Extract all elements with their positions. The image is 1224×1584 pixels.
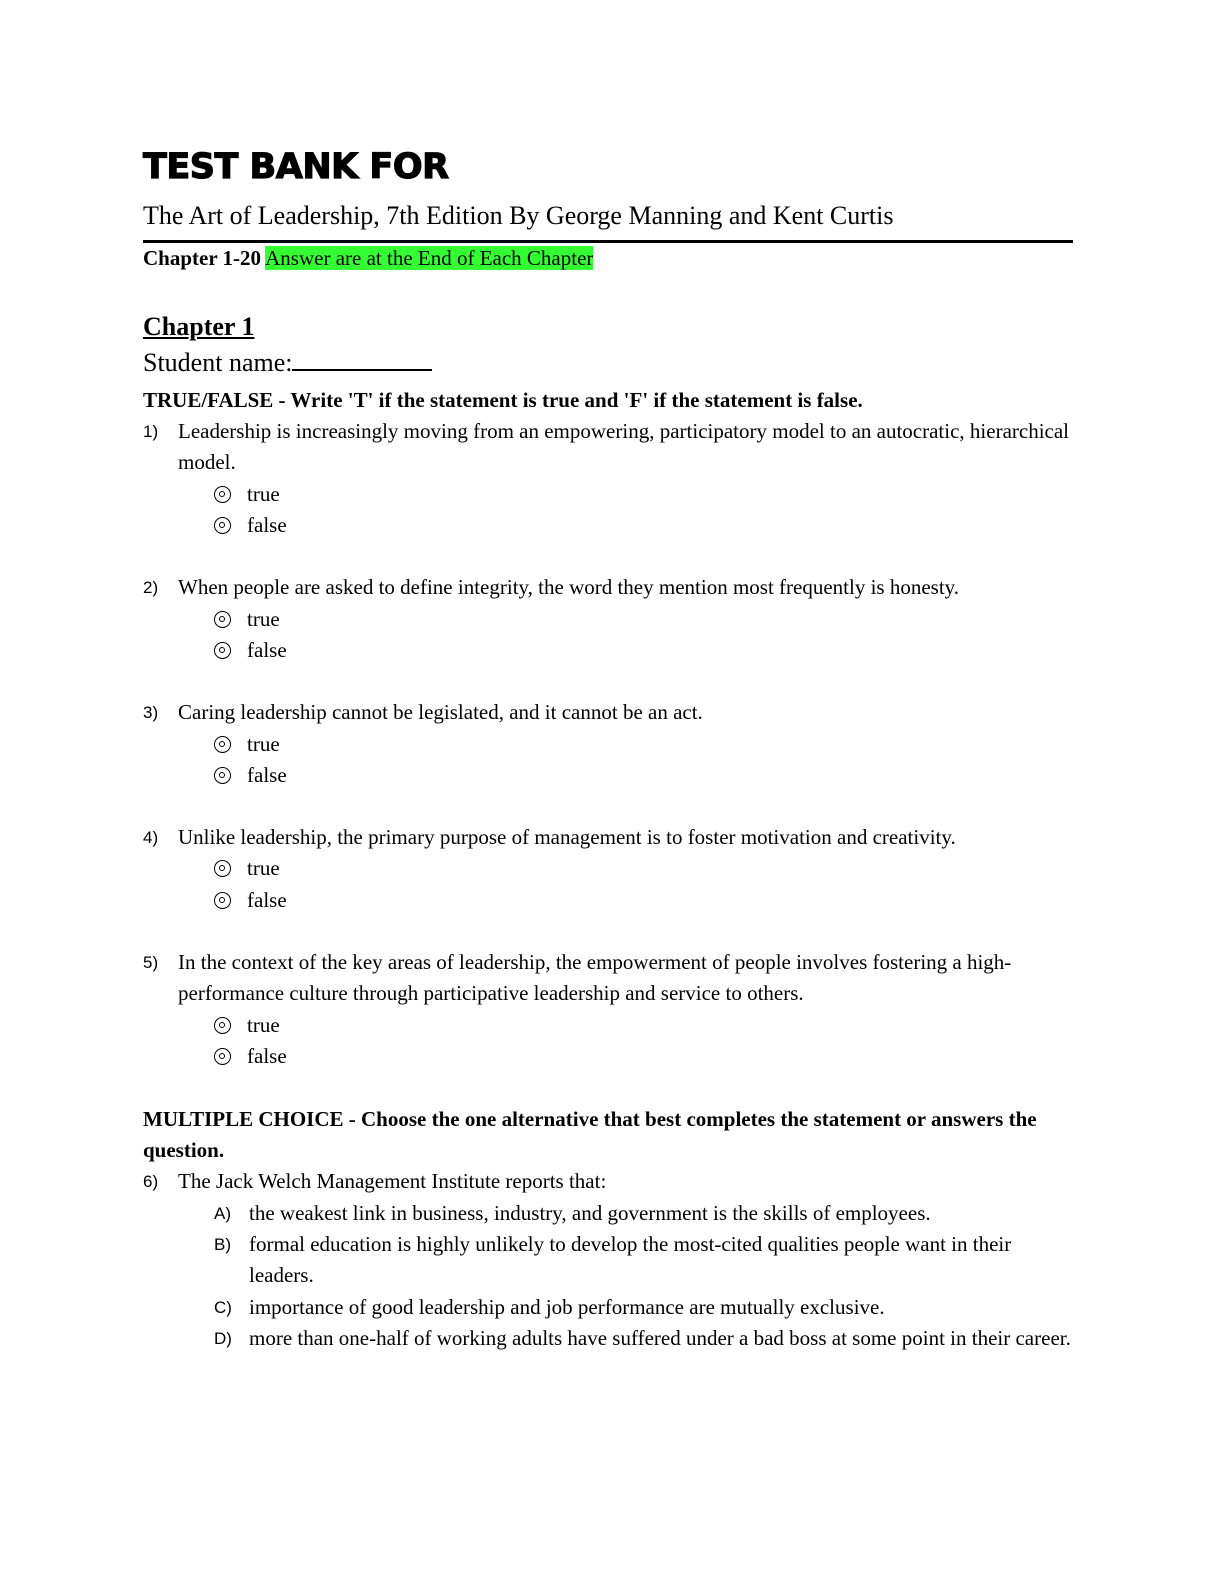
- choice-letter: D): [214, 1329, 232, 1348]
- multiple-choice-instruction: MULTIPLE CHOICE - Choose the one alternative that best completes the statement or answers the question.: [143, 1107, 1037, 1162]
- radio-icon[interactable]: [214, 611, 231, 628]
- choice-text: formal education is highly unlikely to develop the most-cited qualities people want in their leaders.: [249, 1232, 1012, 1287]
- question-number: 5): [143, 953, 159, 972]
- choice-text: the weakest link in business, industry, and government is the skills of employees.: [249, 1201, 931, 1225]
- question-5: [143, 947, 1073, 1009]
- option-label: true: [247, 607, 280, 631]
- choice-text: more than one-half of working adults have suffered under a bad boss at some point in their career.: [249, 1326, 1071, 1350]
- option-label: false: [247, 513, 287, 537]
- true-false-instruction: TRUE/FALSE - Write 'T' if the statement is true and 'F' if the statement is false.: [143, 388, 863, 412]
- radio-icon[interactable]: [214, 486, 231, 503]
- question-3: [143, 697, 1073, 728]
- question-1-option-true[interactable]: [214, 479, 280, 510]
- document-subtitle: The Art of Leadership, 7th Edition By George Manning and Kent Curtis: [143, 201, 894, 230]
- option-label: true: [247, 732, 280, 756]
- question-4-option-true[interactable]: [214, 853, 280, 884]
- question-4: [143, 822, 1073, 853]
- question-6-choice-c[interactable]: [214, 1292, 1074, 1323]
- radio-icon[interactable]: [214, 736, 231, 753]
- choice-letter: B): [214, 1235, 231, 1254]
- question-5-option-true[interactable]: [214, 1010, 280, 1041]
- question-1: [143, 416, 1073, 478]
- answers-note: Answer are at the End of Each Chapter: [265, 246, 594, 270]
- option-label: false: [247, 638, 287, 662]
- question-6: [143, 1166, 1073, 1197]
- document-title: TEST BANK FOR: [143, 147, 449, 187]
- student-name-blank[interactable]: [292, 349, 432, 371]
- question-text: Caring leadership cannot be legislated, and it cannot be an act.: [178, 700, 703, 724]
- question-text: When people are asked to define integrity, the word they mention most frequently is honesty.: [178, 575, 960, 599]
- question-4-option-false[interactable]: [214, 885, 287, 916]
- radio-icon[interactable]: [214, 892, 231, 909]
- option-label: false: [247, 1044, 287, 1068]
- option-label: false: [247, 888, 287, 912]
- question-6-choice-d[interactable]: [214, 1323, 1074, 1354]
- option-label: true: [247, 856, 280, 880]
- option-label: true: [247, 1013, 280, 1037]
- question-text: Unlike leadership, the primary purpose of management is to foster motivation and creativity.: [178, 825, 956, 849]
- radio-icon[interactable]: [214, 860, 231, 877]
- question-number: 3): [143, 703, 159, 722]
- header-divider: [143, 240, 1073, 243]
- question-1-option-false[interactable]: [214, 510, 287, 541]
- question-2-option-false[interactable]: [214, 635, 287, 666]
- radio-icon[interactable]: [214, 642, 231, 659]
- question-text: In the context of the key areas of leadership, the empowerment of people involves fostering a high-performance culture through participative leadership and service to others.: [178, 950, 1012, 1005]
- question-3-option-true[interactable]: [214, 729, 280, 760]
- question-5-option-false[interactable]: [214, 1041, 287, 1072]
- chapter-range: Chapter 1-20: [143, 246, 262, 270]
- question-number: 2): [143, 578, 159, 597]
- question-3-option-false[interactable]: [214, 760, 287, 791]
- question-number: 1): [143, 422, 159, 441]
- radio-icon[interactable]: [214, 767, 231, 784]
- question-6-choice-a[interactable]: [214, 1198, 1074, 1229]
- question-6-choice-b[interactable]: [214, 1229, 1074, 1291]
- option-label: false: [247, 763, 287, 787]
- choice-letter: C): [214, 1298, 232, 1317]
- chapter-range-line: [143, 246, 593, 271]
- question-2-option-true[interactable]: [214, 604, 280, 635]
- question-text: The Jack Welch Management Institute reports that:: [178, 1169, 607, 1193]
- choice-text: importance of good leadership and job performance are mutually exclusive.: [249, 1295, 885, 1319]
- radio-icon[interactable]: [214, 1048, 231, 1065]
- question-number: 6): [143, 1172, 159, 1191]
- question-number: 4): [143, 828, 159, 847]
- question-2: [143, 572, 1073, 603]
- choice-letter: A): [214, 1204, 231, 1223]
- radio-icon[interactable]: [214, 1017, 231, 1034]
- question-text: Leadership is increasingly moving from an empowering, participatory model to an autocratic, hierarchical model.: [178, 419, 1070, 474]
- option-label: true: [247, 482, 280, 506]
- radio-icon[interactable]: [214, 517, 231, 534]
- student-name-line: [143, 349, 432, 378]
- chapter-heading: Chapter 1: [143, 312, 255, 341]
- student-name-label: Student name:: [143, 348, 293, 377]
